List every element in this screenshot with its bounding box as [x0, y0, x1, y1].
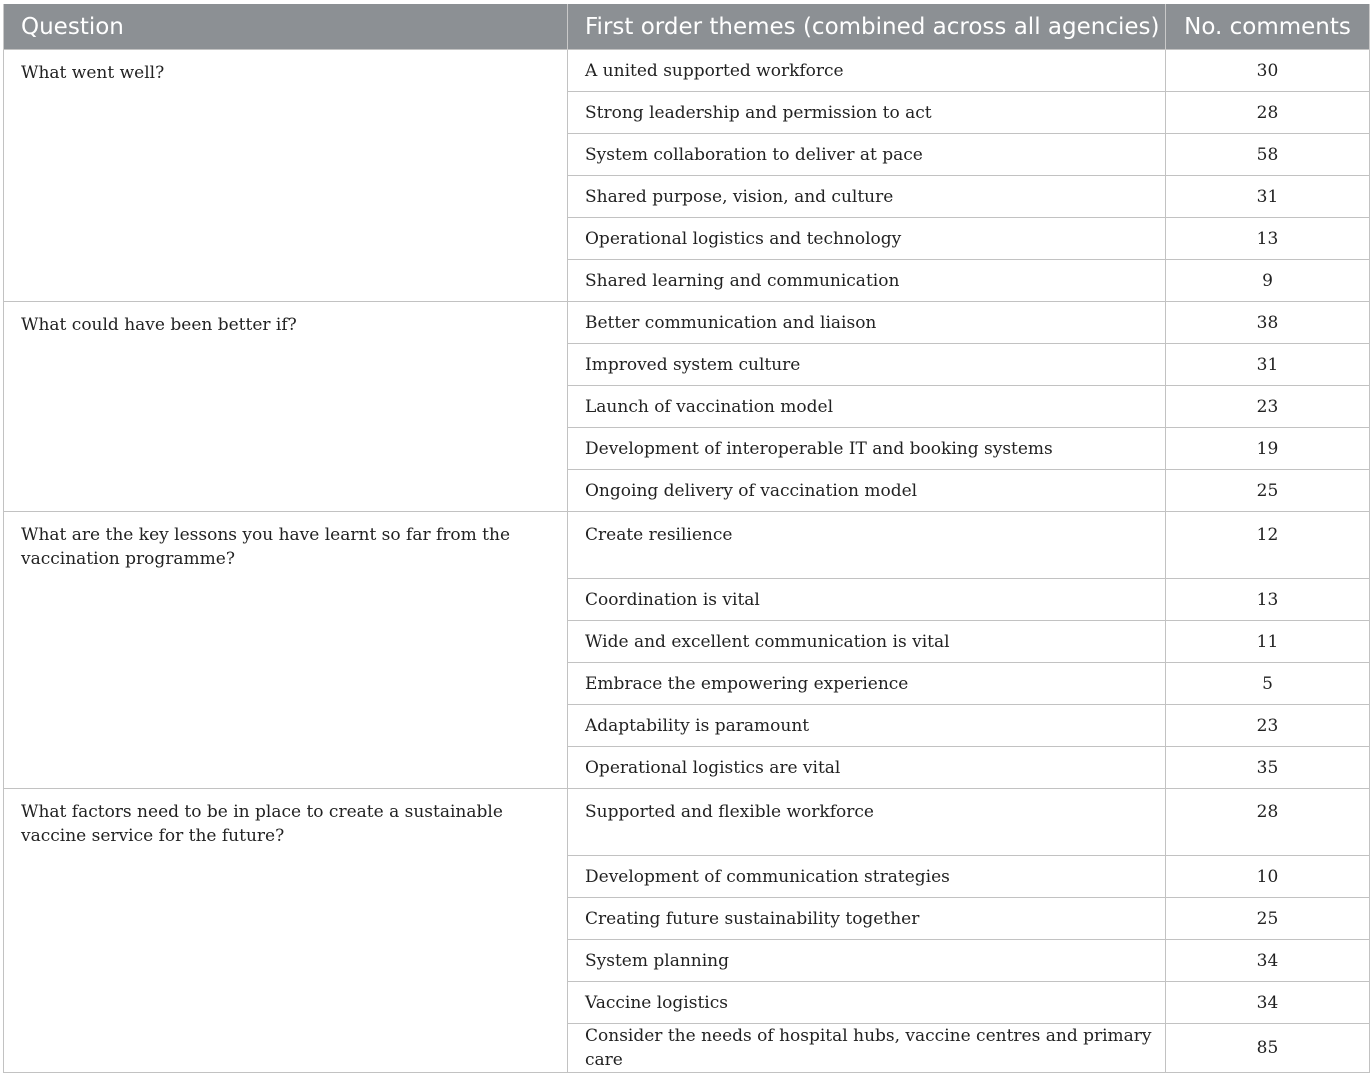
count-cell: 23	[1166, 705, 1370, 747]
header-row	[4, 4, 1370, 50]
theme-cell: Strong leadership and permission to act	[568, 92, 1166, 134]
count-cell: 19	[1166, 428, 1370, 470]
count-cell: 58	[1166, 134, 1370, 176]
count-cell: 23	[1166, 386, 1370, 428]
count-cell: 30	[1166, 50, 1370, 92]
count-cell: 34	[1166, 982, 1370, 1024]
count-cell: 13	[1166, 218, 1370, 260]
count-cell: 25	[1166, 470, 1370, 512]
themes-table	[3, 4, 1370, 1073]
theme-cell: Better communication and liaison	[568, 302, 1166, 344]
theme-cell: Create resilience	[568, 512, 1166, 579]
count-cell: 9	[1166, 260, 1370, 302]
table-row	[4, 50, 1370, 92]
question-cell: What are the key lessons you have learnt so far from the vaccination programme?	[4, 512, 568, 789]
theme-cell: System collaboration to deliver at pace	[568, 134, 1166, 176]
table-row	[4, 789, 1370, 856]
table-row	[4, 302, 1370, 344]
theme-cell: A united supported workforce	[568, 50, 1166, 92]
theme-cell: Operational logistics and technology	[568, 218, 1166, 260]
question-cell: What could have been better if?	[4, 302, 568, 512]
count-cell: 35	[1166, 747, 1370, 789]
theme-cell: Launch of vaccination model	[568, 386, 1166, 428]
theme-cell: Creating future sustainability together	[568, 898, 1166, 940]
header-question: Question	[4, 4, 568, 50]
header-themes: First order themes (combined across all agencies)	[568, 4, 1166, 50]
count-cell: 12	[1166, 512, 1370, 579]
theme-cell: Vaccine logistics	[568, 982, 1166, 1024]
count-cell: 5	[1166, 663, 1370, 705]
count-cell: 13	[1166, 579, 1370, 621]
count-cell: 85	[1166, 1024, 1370, 1073]
theme-cell: Development of interoperable IT and booking systems	[568, 428, 1166, 470]
count-cell: 11	[1166, 621, 1370, 663]
question-cell: What went well?	[4, 50, 568, 302]
theme-cell: Shared purpose, vision, and culture	[568, 176, 1166, 218]
theme-cell: Ongoing delivery of vaccination model	[568, 470, 1166, 512]
count-cell: 10	[1166, 856, 1370, 898]
theme-cell: System planning	[568, 940, 1166, 982]
theme-cell: Shared learning and communication	[568, 260, 1166, 302]
theme-cell: Adaptability is paramount	[568, 705, 1166, 747]
theme-cell: Development of communication strategies	[568, 856, 1166, 898]
count-cell: 28	[1166, 92, 1370, 134]
header-comments: No. comments	[1166, 4, 1370, 50]
theme-cell: Supported and flexible workforce	[568, 789, 1166, 856]
count-cell: 34	[1166, 940, 1370, 982]
count-cell: 28	[1166, 789, 1370, 856]
theme-cell: Coordination is vital	[568, 579, 1166, 621]
theme-cell: Consider the needs of hospital hubs, vaccine centres and primary care	[568, 1024, 1166, 1073]
count-cell: 31	[1166, 176, 1370, 218]
theme-cell: Wide and excellent communication is vital	[568, 621, 1166, 663]
question-cell: What factors need to be in place to create a sustainable vaccine service for the future?	[4, 789, 568, 1073]
count-cell: 31	[1166, 344, 1370, 386]
theme-cell: Operational logistics are vital	[568, 747, 1166, 789]
theme-cell: Embrace the empowering experience	[568, 663, 1166, 705]
count-cell: 38	[1166, 302, 1370, 344]
theme-cell: Improved system culture	[568, 344, 1166, 386]
count-cell: 25	[1166, 898, 1370, 940]
table-row	[4, 512, 1370, 579]
